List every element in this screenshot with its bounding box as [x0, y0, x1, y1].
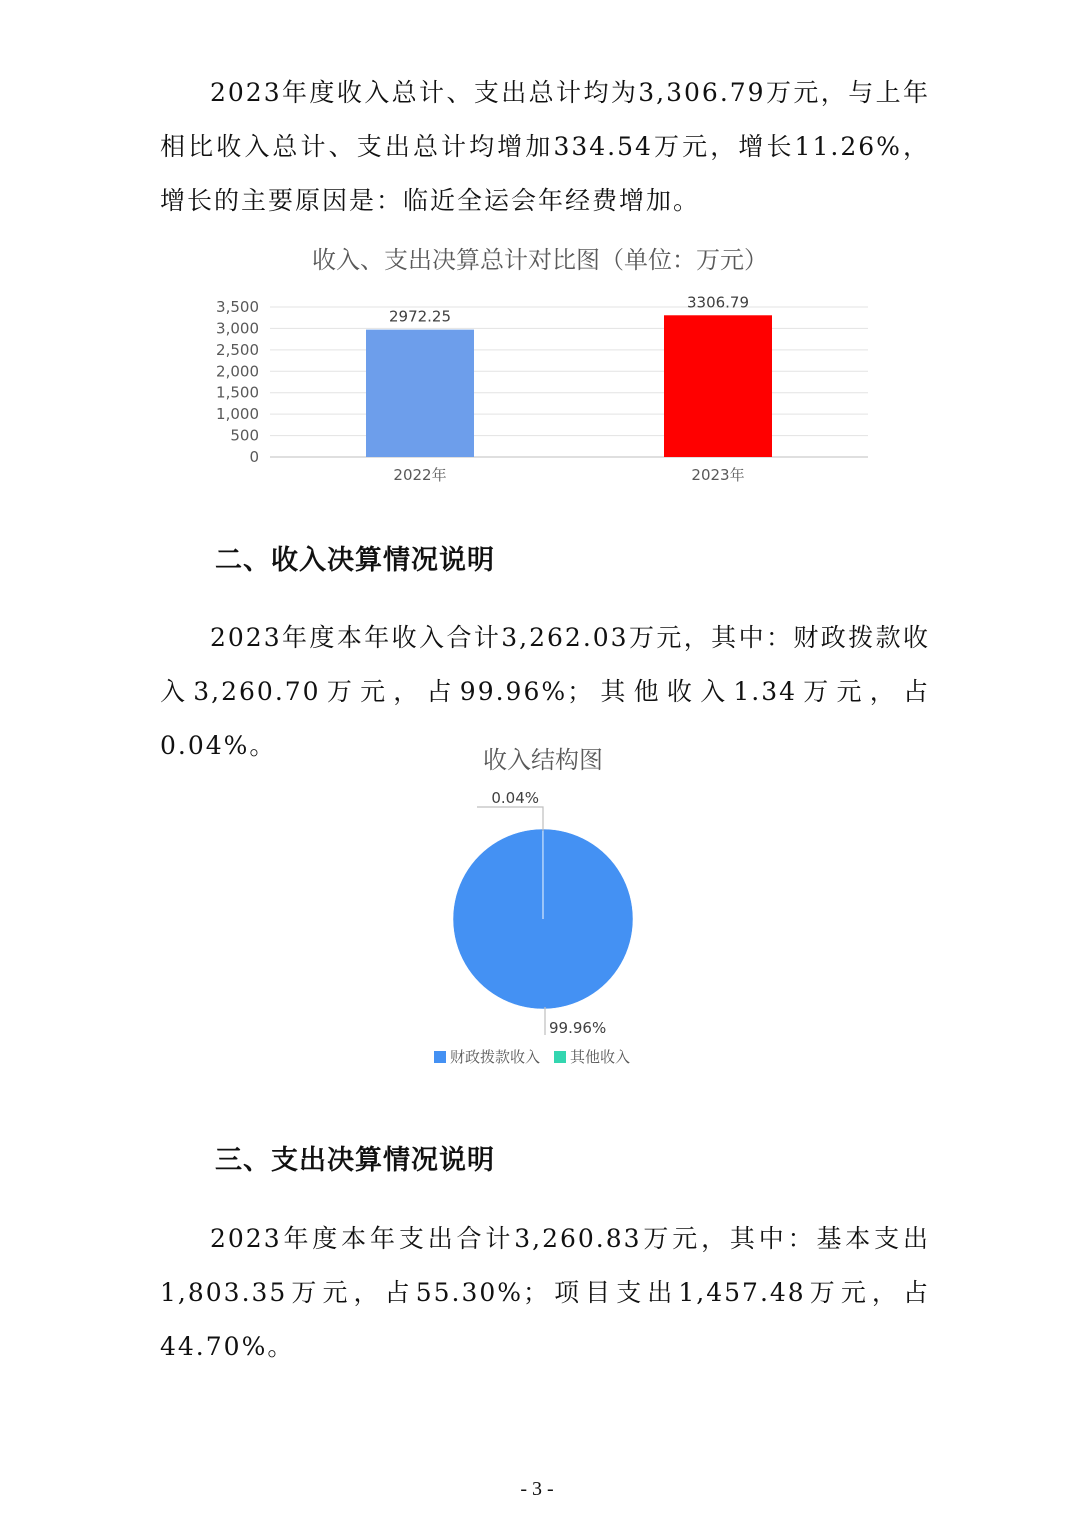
page-number: - 3 - [520, 1478, 554, 1500]
x-tick-label: 2022年 [393, 466, 447, 484]
y-tick-label: 3,500 [216, 298, 259, 316]
bar-1 [664, 315, 772, 457]
expense-paragraph: 2023年度本年支出合计3,260.83万元，其中：基本支出1,803.35万元，占55.30%；项目支出1,457.48万元，占44.70%。 [160, 1224, 930, 1361]
pie-chart-title: 收入结构图 [483, 746, 603, 774]
y-tick-label: 500 [230, 426, 259, 445]
legend-item-fiscal [434, 1046, 540, 1067]
summary-paragraph: 2023年度收入总计、支出总计均为3,306.79万元，与上年相比收入总计、支出总计均增加334.54万元，增长11.26%，增长的主要原因是：临近全运会年经费增加。 [160, 78, 930, 215]
income-paragraph: 2023年度本年收入合计3,262.03万元，其中：财政拨款收入3,260.70万元，占99.96%；其他收入1.34万元，占0.04%。 [160, 623, 930, 760]
y-tick-label: 1,500 [216, 383, 259, 402]
y-tick-label: 0 [249, 448, 259, 466]
y-tick-label: 2,500 [216, 340, 259, 359]
pie-chart [0, 785, 1074, 1035]
legend-label-other: 其他收入 [570, 1048, 631, 1066]
y-tick-label: 3,000 [216, 319, 259, 338]
pie-value-label: 99.96% [549, 1019, 607, 1035]
bar-chart-title: 收入、支出决算总计对比图（单位：万元） [312, 246, 768, 274]
x-tick-label: 2023年 [691, 466, 745, 484]
expense-section-heading: 三、支出决算情况说明 [215, 1145, 495, 1176]
legend-swatch-fiscal [434, 1051, 446, 1063]
bar-value-label: 2972.25 [388, 307, 452, 326]
legend-label-fiscal: 财政拨款收入 [450, 1048, 541, 1066]
y-tick-label: 1,000 [216, 405, 259, 424]
pie-value-label: 0.04% [491, 789, 539, 807]
pie-legend [434, 1046, 636, 1067]
bar-0 [366, 330, 474, 457]
bar-value-label: 3306.79 [686, 293, 750, 312]
y-tick-label: 2,000 [216, 362, 259, 381]
legend-item-other [554, 1046, 630, 1067]
income-section-heading: 二、收入决算情况说明 [215, 545, 495, 576]
bar-chart [0, 285, 1074, 505]
pie-leader-line [477, 807, 543, 831]
legend-swatch-other [554, 1051, 566, 1063]
